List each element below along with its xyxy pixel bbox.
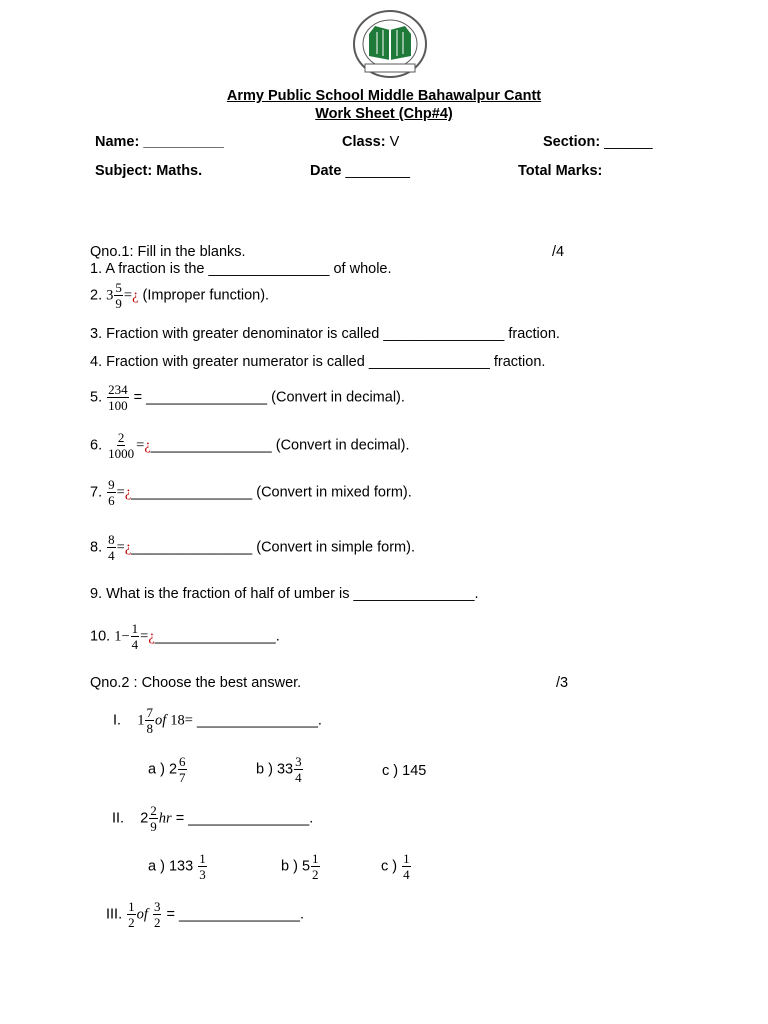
fraction: $\frac{2}{9}$ (150, 803, 157, 834)
fraction: $\frac{6}{7}$ (179, 754, 186, 785)
fraction: $\frac{2}{1000}$ (108, 430, 135, 461)
total-marks-field: Total Marks: (518, 163, 603, 179)
school-logo (351, 8, 429, 80)
q1-item-10: 10. 1− $\frac{1}{4}$ =¿_______________. (90, 621, 280, 652)
q2-i-option-c: c ) 145 (382, 763, 427, 779)
q2-marks: /3 (556, 675, 569, 691)
class-field: Class: V (342, 134, 400, 150)
fraction: $\frac{1}{4}$ (403, 851, 410, 882)
q1-item-8: 8. $\frac{8}{4}$ =¿_______________ (Convert in simple form). (90, 532, 415, 563)
fraction: $\frac{9}{6}$ (108, 477, 115, 508)
q1-heading: Qno.1: Fill in the blanks. (90, 244, 246, 260)
school-title: Army Public School Middle Bahawalpur Cantt (226, 88, 542, 104)
q2-question-iii: III. $\frac{1}{2}$ of $\frac{3}{2}$ = _______________. (106, 899, 304, 930)
subject-field: Subject: Maths. (95, 163, 203, 179)
q1-item-2: 2. 3 $\frac{5}{9}$ =¿ (Improper function). (90, 280, 270, 311)
fraction: $\frac{7}{8}$ (146, 705, 153, 736)
fraction: $\frac{3}{4}$ (295, 754, 302, 785)
q2-ii-option-c: c ) $\frac{1}{4}$ (381, 851, 410, 882)
q1-item-9: 9. What is the fraction of half of umber is _______________. (90, 586, 479, 602)
worksheet-title: Work Sheet (Chp#4) (315, 106, 453, 122)
q2-heading: Qno.2 : Choose the best answer. (90, 675, 302, 691)
name-field: Name: __________ (95, 134, 225, 150)
q1-item-1: 1. A fraction is the _______________ of whole. (90, 261, 392, 277)
q2-i-option-a: a ) 2 $\frac{6}{7}$ (148, 754, 186, 785)
q2-question-i: I. 1 $\frac{7}{8}$ of 18= _______________. (113, 705, 322, 736)
q1-item-6: 6. $\frac{2}{1000}$ =¿_______________ (Convert in decimal). (90, 430, 410, 461)
q1-item-5: 5. $\frac{234}{100}$ = _______________ (Convert in decimal). (90, 382, 405, 413)
fraction: $\frac{234}{100}$ (108, 382, 128, 413)
section-field: Section: ______ (543, 134, 653, 150)
fraction: $\frac{1}{3}$ (199, 851, 206, 882)
q1-item-3: 3. Fraction with greater denominator is called _______________ fraction. (90, 326, 560, 342)
fraction: $\frac{8}{4}$ (108, 532, 115, 563)
q2-i-option-b: b ) 33 $\frac{3}{4}$ (256, 754, 302, 785)
date-field: Date ________ (310, 163, 410, 179)
fraction: $\frac{1}{2}$ (312, 851, 319, 882)
q1-item-7: 7. $\frac{9}{6}$ =¿_______________ (Convert in mixed form). (90, 477, 412, 508)
fraction: $\frac{1}{2}$ (128, 899, 135, 930)
fraction: $\frac{5}{9}$ (115, 280, 122, 311)
fraction: $\frac{1}{4}$ (131, 621, 139, 652)
q2-ii-option-a: a ) 133 $\frac{1}{3}$ (148, 851, 206, 882)
q2-ii-option-b: b ) 5 $\frac{1}{2}$ (281, 851, 319, 882)
q1-marks: /4 (552, 244, 565, 260)
fraction: $\frac{3}{2}$ (153, 899, 161, 930)
q2-question-ii: II. 2 $\frac{2}{9}$ hr = _______________. (112, 803, 314, 834)
q1-item-4: 4. Fraction with greater numerator is called _______________ fraction. (90, 354, 546, 370)
